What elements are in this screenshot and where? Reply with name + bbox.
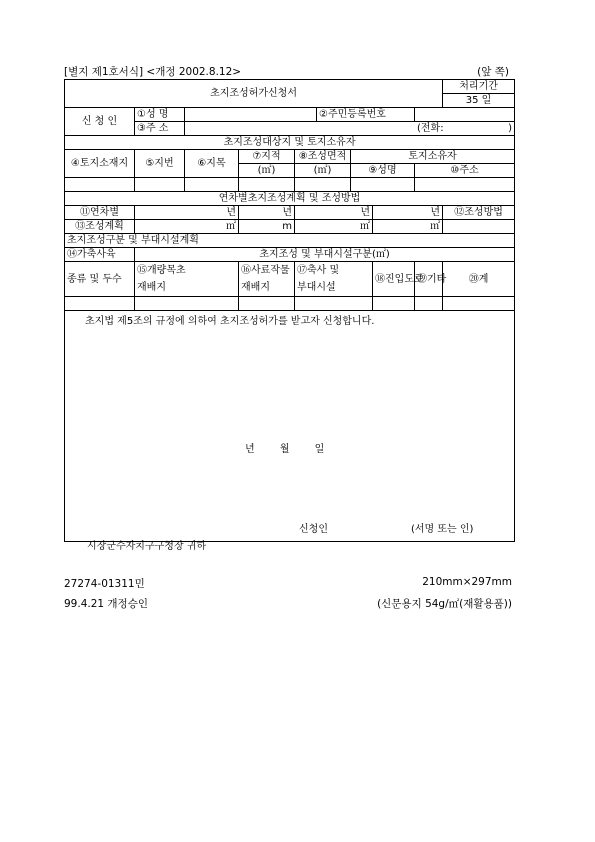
year-header: ⑪연차별 (65, 206, 135, 220)
land-owner-header: 토지소유자 (351, 150, 515, 164)
phone-label: (전화: (417, 123, 444, 134)
improved-pasture-sublabel: 재배지 (137, 282, 166, 293)
improved-pasture-field[interactable] (135, 297, 239, 311)
year-3[interactable]: 년 (295, 206, 373, 220)
land-location-field[interactable] (65, 178, 135, 192)
plan-area-header: ⑧조성면적 (295, 150, 351, 164)
recipient: 시장군수자치구구청장 귀하 (87, 541, 207, 552)
barn-label: ⑰축사 및 (297, 265, 340, 276)
plan-section-title: 연차별초지조성계획 및 조성방법 (65, 192, 515, 206)
plan-area-unit: (㎡) (295, 164, 351, 178)
paper-size: 210mm×297mm (422, 576, 512, 588)
land-location-header: ④토지소재지 (65, 150, 135, 178)
application-form (64, 79, 515, 552)
other-field[interactable] (415, 297, 443, 311)
feed-crop-field[interactable] (239, 297, 295, 311)
total-header: ⑳계 (443, 262, 515, 297)
processing-period-value: 35 일 (443, 94, 515, 108)
barn-sublabel: 부대시설 (297, 282, 336, 293)
applicant-address-label: ③주 소 (135, 122, 185, 136)
plan-row-label: ⑬조성계획 (65, 220, 135, 234)
rrn-label: ②주민등록번호 (317, 108, 415, 122)
form-code: 27274-01311민 (64, 578, 145, 590)
land-area-unit: (㎡) (239, 164, 295, 178)
plan-area-4[interactable]: ㎡ (373, 220, 443, 234)
paper-spec: (신문용지 54g/㎡(재활용품)) (377, 598, 512, 610)
form-title: 초지조성허가신청서 (65, 80, 443, 108)
owner-name-header: ⑨성명 (351, 164, 415, 178)
access-road-header: ⑱진입도로 (373, 262, 415, 297)
year-2[interactable]: 년 (239, 206, 295, 220)
plan-area-2[interactable]: m (239, 220, 295, 234)
plan-area-field[interactable] (295, 178, 351, 192)
classification-header: 초지조성 및 부대시설구분(㎡) (135, 248, 515, 262)
declaration-text: 초지법 제5조의 규정에 의하여 초지조성허가를 받고자 신청합니다. (85, 316, 375, 327)
lot-number-header: ⑤지번 (135, 150, 185, 178)
year-4[interactable]: 년 (373, 206, 443, 220)
access-road-field[interactable] (373, 297, 415, 311)
method-field[interactable] (443, 220, 515, 234)
applicant-address-field[interactable] (185, 122, 515, 136)
feed-crop-sublabel: 재배지 (241, 282, 270, 293)
applicant-name-label: ①성 명 (135, 108, 185, 122)
barn-field[interactable] (295, 297, 373, 311)
phone-close: ) (508, 123, 513, 134)
owner-address-field[interactable] (415, 178, 515, 192)
owner-name-field[interactable] (351, 178, 415, 192)
applicant-label: 신 청 인 (65, 108, 135, 136)
applicant-sign-label: 신청인 (299, 524, 328, 535)
plan-area-1[interactable]: ㎡ (135, 220, 239, 234)
feed-crop-label: ⑯사료작물 (241, 265, 290, 276)
land-category-header: ⑥지목 (185, 150, 239, 178)
lot-number-field[interactable] (135, 178, 185, 192)
page-side-label: (앞 쪽) (477, 66, 509, 78)
date-line[interactable]: 년 월 일 (245, 444, 325, 455)
method-header: ⑫조성방법 (443, 206, 515, 220)
total-field[interactable] (443, 297, 515, 311)
land-category-field[interactable] (185, 178, 239, 192)
other-header: ⑲기타 (415, 262, 443, 297)
applicant-name-field[interactable] (185, 108, 317, 122)
livestock-type-header: 종류 및 두수 (65, 262, 135, 297)
livestock-field[interactable] (65, 297, 135, 311)
livestock-header: ⑭가축사육 (65, 248, 135, 262)
owner-address-header: ⑩주소 (415, 164, 515, 178)
form-number: [별지 제1호서식] <개정 2002.8.12> (64, 66, 242, 78)
barn-header (295, 262, 373, 297)
rrn-field[interactable] (415, 108, 515, 122)
year-1[interactable]: 년 (135, 206, 239, 220)
feed-crop-header (239, 262, 295, 297)
approval-note: 99.4.21 개정승인 (64, 598, 148, 610)
improved-pasture-label: ⑮개량목초 (137, 265, 186, 276)
signature-note[interactable]: (서명 또는 인) (411, 524, 474, 535)
site-section-title: 초지조성대상지 및 토지소유자 (65, 136, 515, 150)
plan-area-3[interactable]: ㎡ (295, 220, 373, 234)
declaration-area (65, 311, 515, 552)
improved-pasture-header (135, 262, 239, 297)
processing-period-label: 처리기간 (443, 80, 515, 94)
land-area-field[interactable] (239, 178, 295, 192)
land-area-header: ⑦지적 (239, 150, 295, 164)
facility-section-title: 초지조성구분 및 부대시설계획 (65, 234, 515, 248)
